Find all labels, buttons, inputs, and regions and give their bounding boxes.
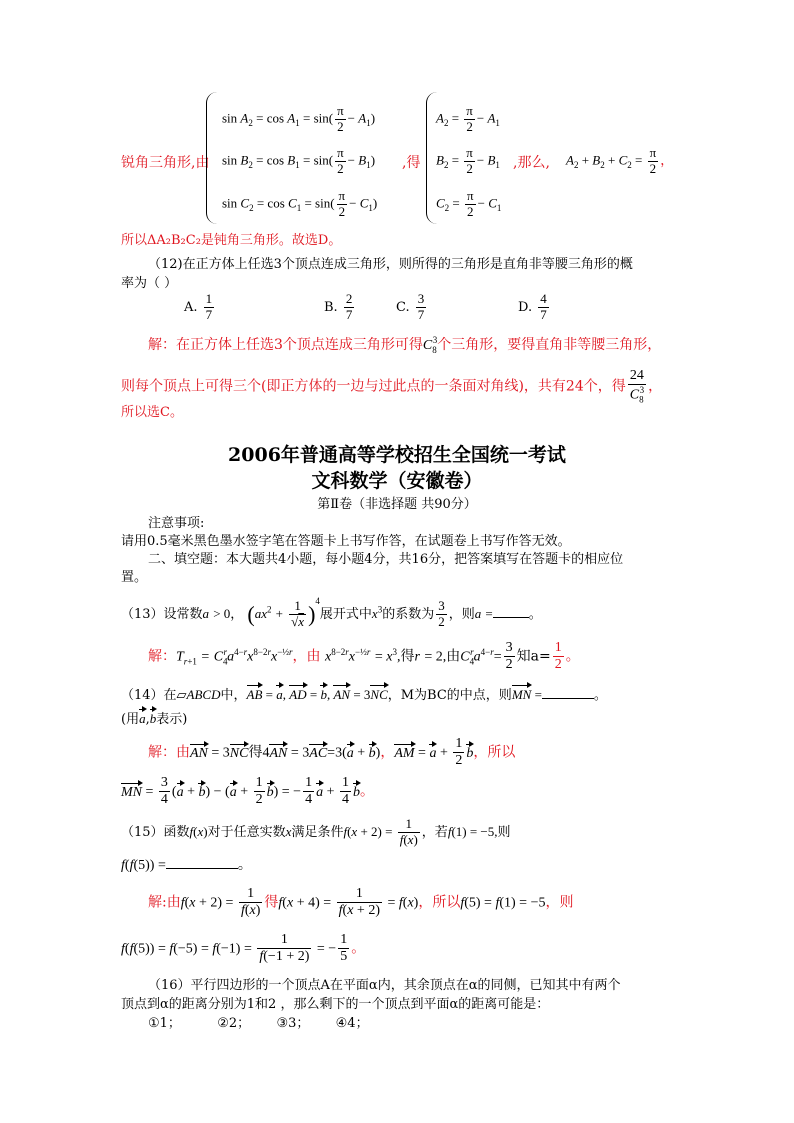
q14-stem: （14）在▱ABCD中，AB = a, AD = b, AN = 3NC，M为BC的中点，则MN = 。: [121, 687, 607, 703]
left-brace-1: [206, 92, 217, 224]
q16-options: [148, 1012, 369, 1031]
q15-stem: （15）函数f(x)对于任意实数x满足条件f(x + 2) = $\frac{1}{f(x)}$ ，若f(1) = −5,则: [121, 816, 511, 847]
exam-title: 2006年普通高等学校招生全国统一考试: [228, 444, 566, 466]
system2-row-2: $B_2$ = $\frac{\pi}{2}$ − $B_1$: [436, 145, 500, 176]
q12-stem-line2: 率为（ ）: [121, 276, 178, 291]
section-title: 第Ⅱ卷（非选择题 共90分）: [317, 497, 477, 512]
q15-answer-line: f(f(5)) = 。: [121, 857, 252, 873]
q16-option-4: ④4；: [335, 1016, 369, 1031]
prev-conclusion: 所以ΔA₂B₂C₂是钝角三角形。故选D。: [121, 233, 342, 248]
q16-option-1: ①1；: [148, 1016, 181, 1031]
q12-option-c: C. $\frac{3}{7}$: [396, 291, 425, 322]
q13-solution: 解：$T_{r+1} = C_4^ra^{4-r}x^{8-2r}x^{-\frac{1}{2}r}$，由 $x^{8-2r}x^{-\frac{1}{2}r} = x^3$,得r = 2,由$C_4^ra^{4-r}=$ $\frac{3}{2}$ 知a= $\frac{1}{2}$ 。: [148, 640, 580, 673]
q12-option-d: D. $\frac{4}{7}$: [518, 291, 547, 322]
prev-get: ,得: [402, 155, 421, 171]
system1-row-1: $\sin A_2 = \cos A_1 = \sin$( $\frac{\pi}{2}$ − $A_1$): [222, 103, 376, 134]
q14-solution-line2: MN = $\frac{3}{4}$ (a + b) − (a + $\frac{1}{2}$ b) = − $\frac{1}{4}$ a + $\frac{1}{4}$ b。: [121, 775, 374, 808]
angle-sum-equation: $A_2 + B_2 + C_2$ = $\frac{\pi}{2}$ ，: [566, 145, 674, 176]
prev-then: ,那么,: [513, 155, 550, 171]
q14-stem-line2: (用a,b表示): [121, 711, 188, 727]
q12-stem-line1: （12)在正方体上任选3个顶点连成三角形，则所得的三角形是直角非等腰三角形的概: [148, 257, 633, 272]
q16-option-3: ③3；: [276, 1016, 310, 1031]
q12-solution-line3: 所以选C。: [121, 405, 183, 420]
fill-instructions-line1: 二、填空题：本大题共4小题，每小题4分，共16分，把答案填写在答题卡的相应位: [148, 552, 624, 567]
q12-solution-line2: 则每个顶点上可得三个(即正方体的一边与过此点的一条面对角线)，共有24个，得 $\frac{24}{C_8^3}$ ，: [121, 368, 663, 405]
q15-solution-line1: 解:由f(x + 2) = $\frac{1}{f(x)}$ 得f(x + 4) = $\frac{1}{f(x + 2)}$ = f(x)，所以f(5) = f(1) = −5，则: [148, 886, 574, 919]
system2-row-1: $A_2$ = $\frac{\pi}{2}$ − $A_1$: [436, 103, 500, 134]
prev-intro: 锐角三角形,由: [121, 155, 210, 171]
system1-row-3: $\sin C_2 = \cos C_1 = \sin$( $\frac{\pi}{2}$ − $C_1$): [222, 188, 378, 219]
q12-option-a: A. $\frac{1}{7}$: [184, 291, 213, 322]
q15-solution-line2: f(f(5)) = f(−5) = f(−1) = $\frac{1}{f(-1 + 2)}$ = − $\frac{1}{5}$ 。: [121, 932, 366, 965]
exam-subtitle: 文科数学（安徽卷）: [311, 470, 483, 492]
q13-stem: （13）设常数a > 0， ($ax^2$ + $\frac{1}{√x}$ )$^4$展开式中$x^3$的系数为 $\frac{3}{2}$ ，则a = 。: [121, 596, 542, 629]
q16-stem-line1: （16）平行四边形的一个顶点A在平面α内，其余顶点在α的同侧，已知其中有两个: [148, 978, 621, 993]
notes-title: 注意事项:: [148, 516, 205, 531]
q12-option-b: B. $\frac{2}{7}$: [324, 291, 353, 322]
fill-instructions-line2: 置。: [121, 570, 148, 585]
notes-body: 请用0.5毫米黑色墨水签字笔在答题卡上书写作答，在试题卷上书写作答无效。: [121, 534, 571, 549]
q16-option-2: ②2；: [217, 1016, 251, 1031]
system2-row-3: $C_2$ = $\frac{\pi}{2}$ − $C_1$: [436, 188, 502, 219]
q16-stem-line2: 顶点到α的距离分别为1和2 ，那么剩下的一个顶点到平面α的距离可能是：: [121, 997, 550, 1012]
q12-solution-line1: 解：在正方体上任选3个顶点连成三角形可得$C_8^3$个三角形，要得直角非等腰三角形，: [148, 335, 662, 355]
q14-solution-line1: 解：由AN = 3NC得4AN = 3AC=3(a + b)，AM = a + $\frac{1}{2}$ b，所以: [148, 736, 516, 769]
system1-row-2: $\sin B_2 = \cos B_1 = \sin$( $\frac{\pi}{2}$ − $B_1$): [222, 145, 376, 176]
